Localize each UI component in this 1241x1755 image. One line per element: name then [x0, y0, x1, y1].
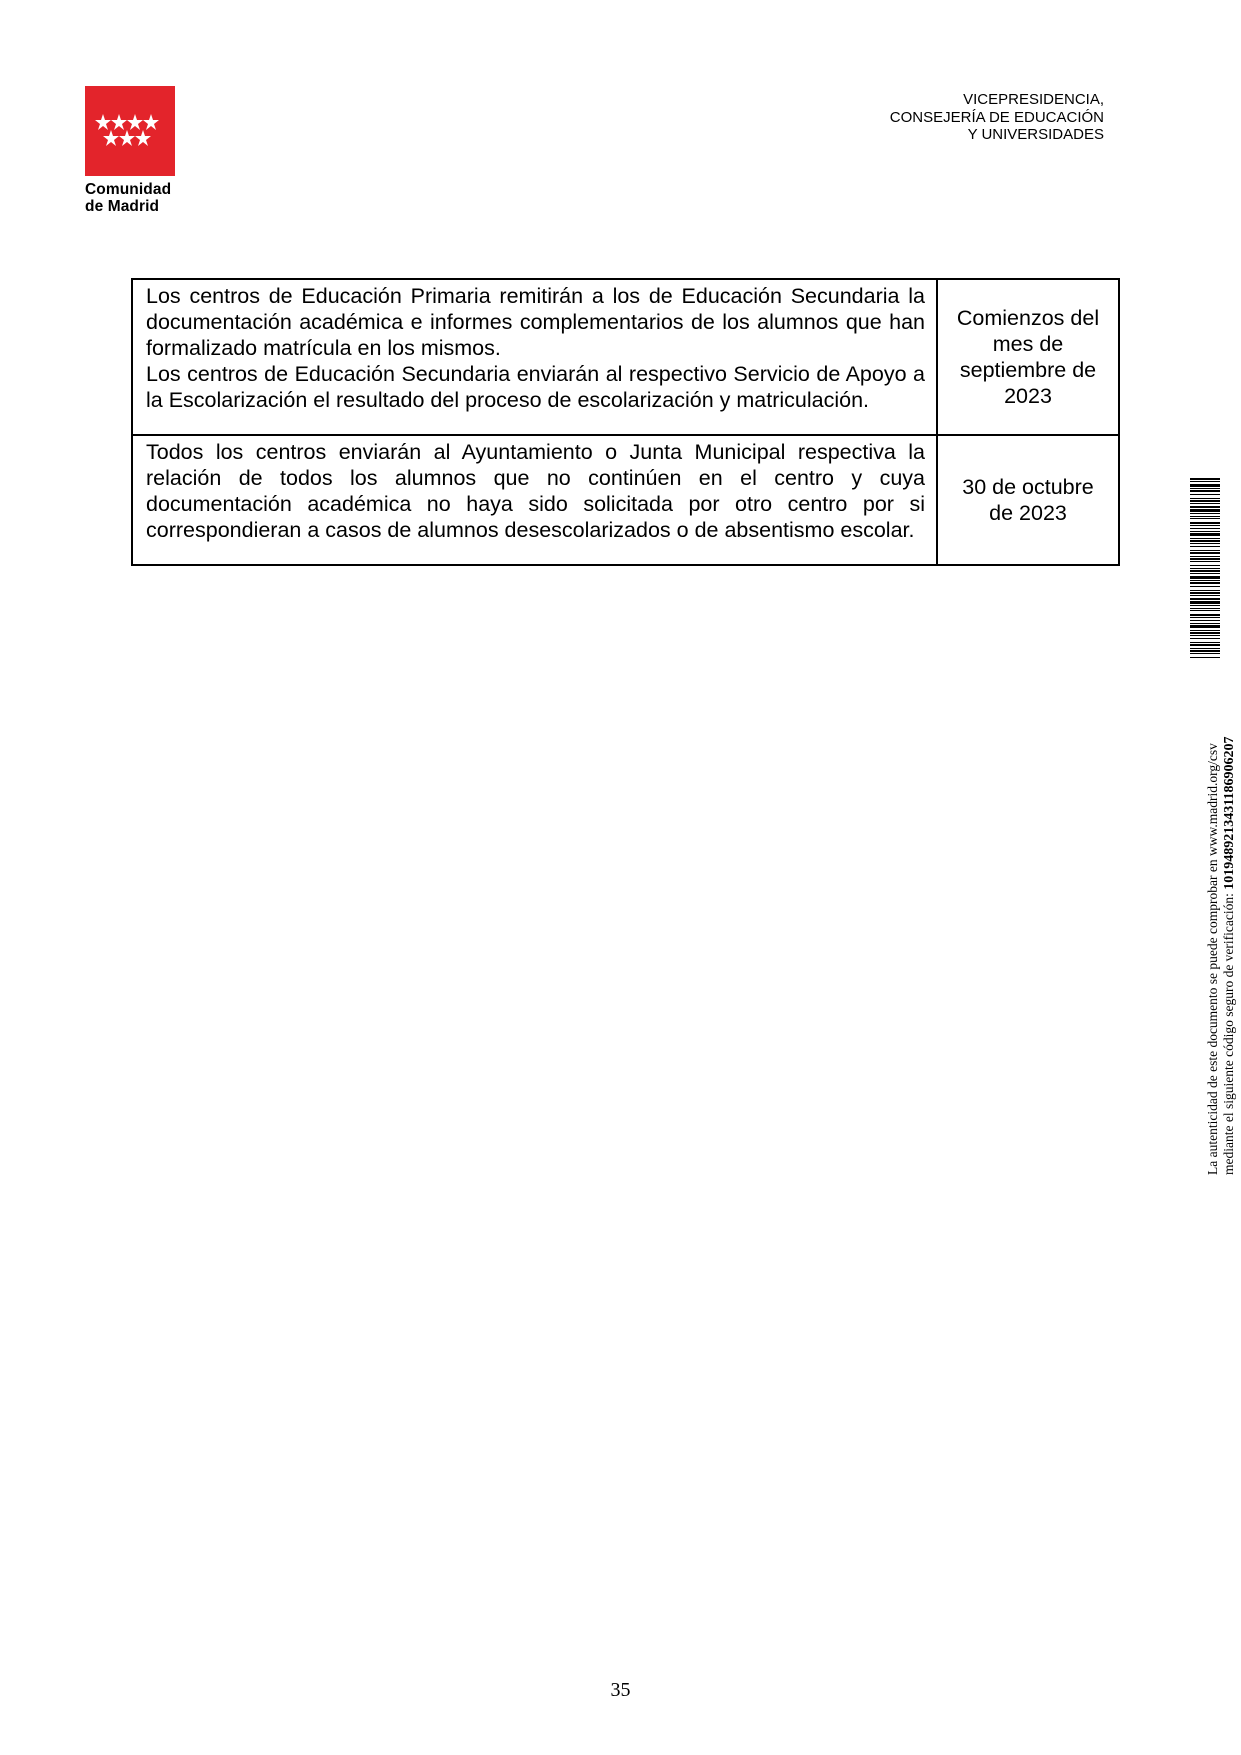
barcode-bar: [1190, 623, 1220, 624]
barcode-bar: [1190, 650, 1220, 652]
barcode-bar: [1190, 630, 1220, 631]
task-description: [132, 435, 937, 565]
barcode-bar: [1190, 595, 1220, 596]
barcode-bar: [1190, 484, 1220, 487]
comunidad-de-madrid-logo: [85, 86, 175, 215]
verification-prefix: mediante el siguiente código seguro de verificación:: [1221, 893, 1236, 1175]
verification-text: [1205, 736, 1238, 1175]
barcode-bar: [1190, 522, 1220, 524]
barcode-bar: [1190, 546, 1220, 547]
barcode-bar: [1190, 543, 1220, 544]
logo-line1: Comunidad: [85, 181, 172, 198]
task-date: 30 de octubre de 2023: [937, 435, 1119, 565]
barcode-bar: [1190, 565, 1220, 566]
barcode-bar: [1190, 538, 1220, 539]
task-paragraph: Los centros de Educación Secundaria enviarán al respectivo Servicio de Apoyo a la Escolarización el resultado del proceso de escolarización y matriculación.: [146, 362, 925, 412]
barcode-bar: [1190, 601, 1220, 604]
barcode-bar: [1190, 657, 1220, 658]
barcode-bar: [1190, 503, 1220, 504]
barcode-bar: [1190, 598, 1220, 600]
task-description: [132, 279, 937, 435]
barcode-bar: [1190, 528, 1220, 529]
barcode-bar: [1190, 540, 1220, 542]
barcode-bar: [1190, 509, 1220, 512]
barcode-bar: [1190, 513, 1220, 514]
barcode-bar: [1190, 586, 1220, 587]
barcode-bar: [1190, 644, 1220, 646]
barcode-bar: [1190, 580, 1220, 581]
task-paragraph: Los centros de Educación Primaria remitirán a los de Educación Secundaria la documentación académica e informes complementarios de los alumnos que han formalizado matrícula en los mismos.: [146, 284, 925, 360]
barcode-bar: [1190, 550, 1220, 551]
task-date: Comienzos del mes de septiembre de 2023: [937, 279, 1119, 435]
barcode-bar: [1190, 570, 1220, 572]
barcode-bar: [1190, 525, 1220, 526]
barcode-bar: [1190, 500, 1220, 502]
barcode-bar: [1190, 568, 1220, 569]
barcode-bar: [1190, 573, 1220, 574]
barcode-bar: [1190, 625, 1220, 628]
barcode-bar: [1190, 498, 1220, 499]
barcode-bar: [1190, 576, 1220, 579]
barcode-bar: [1190, 490, 1220, 492]
barcode-bar: [1190, 610, 1220, 611]
barcode-bar: [1190, 653, 1220, 654]
barcode-bar: [1190, 592, 1220, 594]
verification-code: 1019489213431186906207: [1222, 736, 1237, 890]
barcode-bar: [1190, 531, 1220, 532]
barcode-bar: [1190, 582, 1220, 584]
barcode-bar: [1190, 632, 1220, 634]
logo-text: [85, 181, 175, 215]
barcode-bar: [1190, 533, 1220, 536]
table-row: [132, 435, 1119, 565]
barcode-bar: [1190, 635, 1220, 636]
barcode-bar: [1190, 614, 1220, 616]
barcode-bar: [1190, 516, 1220, 517]
barcode-bar: [1190, 617, 1220, 618]
barcode-bar: [1190, 608, 1220, 609]
barcode-bar: [1190, 518, 1220, 519]
barcode-bar: [1190, 488, 1220, 489]
barcode-bar: [1190, 648, 1220, 649]
barcode-bar: [1190, 558, 1220, 560]
barcode-bar: [1190, 561, 1220, 562]
dept-line3: Y UNIVERSIDADES: [967, 126, 1104, 143]
dept-line2: CONSEJERÍA DE EDUCACIÓN: [889, 108, 1104, 126]
verification-line2: [1221, 736, 1238, 1175]
department-header: [890, 91, 1104, 144]
barcode-bar: [1190, 620, 1220, 621]
table-row: [132, 279, 1119, 435]
barcode-bar: [1190, 552, 1220, 554]
barcode-bar: [1190, 590, 1220, 591]
barcode-bar: [1190, 605, 1220, 606]
logo-line2: de Madrid: [85, 198, 160, 215]
barcode-bar: [1190, 481, 1220, 482]
logo-flag: [85, 86, 175, 176]
barcode-bar: [1190, 494, 1220, 495]
barcode-bar: [1190, 506, 1220, 508]
schedule-table: [131, 278, 1120, 566]
barcode-bar: [1190, 478, 1220, 480]
stars-icon: [85, 86, 175, 176]
task-paragraph: Todos los centros enviarán al Ayuntamiento o Junta Municipal respectiva la relación de todos los alumnos que no continúen en el centro y cuya documentación académica no haya sido solicitada por otro centro por si correspondieran a casos de alumnos desescolarizados o de absentismo escolar.: [146, 440, 925, 542]
barcode-bar: [1190, 638, 1220, 639]
barcode-bar: [1190, 642, 1220, 643]
page-number: 35: [610, 1679, 631, 1701]
verification-line1: La autenticidad de este documento se puede comprobar en www.madrid.org/csv: [1205, 743, 1220, 1175]
dept-line1: VICEPRESIDENCIA,: [963, 91, 1104, 108]
barcode-icon: [1190, 478, 1220, 658]
barcode-bar: [1190, 556, 1220, 557]
